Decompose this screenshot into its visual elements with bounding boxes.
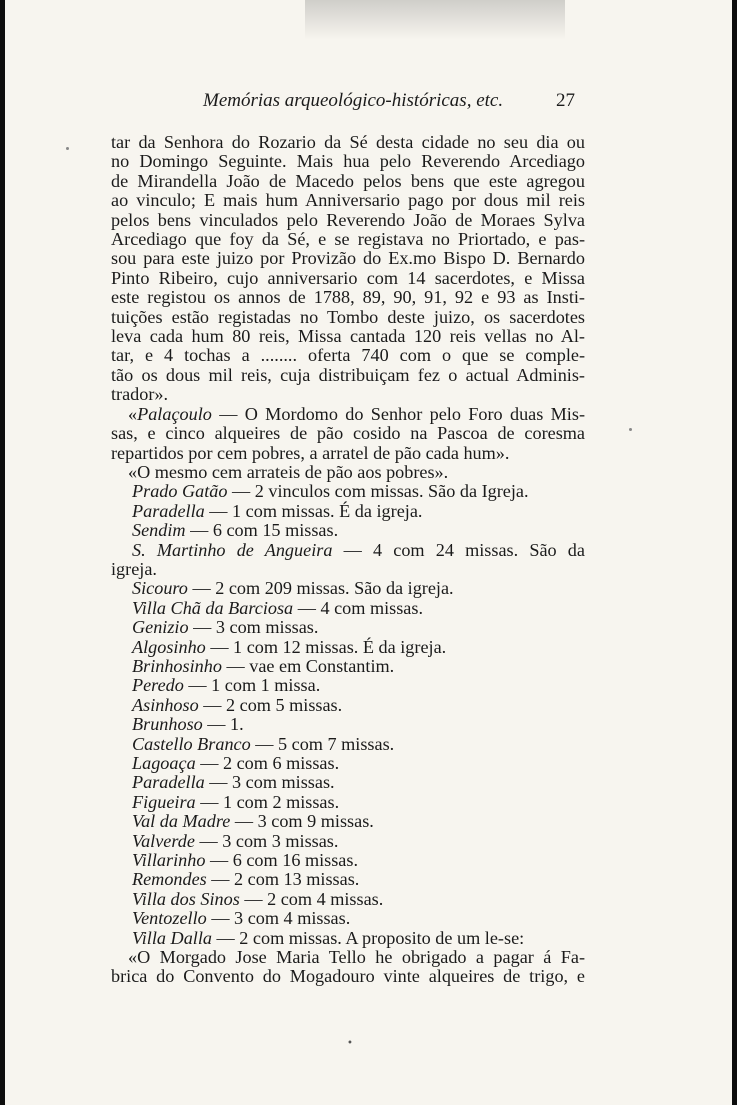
body-text (111, 133, 585, 987)
text-line: leva cada hum 80 reis, Missa cantada 120 reis vellas no Al- (111, 326, 585, 347)
entry-line: S. Martinho de Angueira — 4 com 24 missas. São da (132, 539, 585, 560)
entry-line: Villa dos Sinos — 2 com 4 missas. (132, 888, 384, 909)
text-line: trador». (111, 384, 169, 405)
entry-line: Villa Dalla — 2 com missas. A proposito de um le-se: (132, 927, 525, 948)
entry-line: igreja. (111, 558, 157, 579)
text-line: Arcediago que foy da Sé, e se registava no Priortado, e pas- (111, 229, 585, 250)
paper-speck (629, 428, 632, 431)
running-head (203, 90, 575, 112)
entry-line: Ventozello — 3 com 4 missas. (132, 908, 351, 929)
entry-line: Val da Madre — 3 com 9 missas. (132, 811, 374, 832)
text-line: «O mesmo cem arrateis de pão aos pobres». (128, 461, 449, 482)
running-head-title: Memórias arqueológico-históricas, etc. (203, 90, 504, 111)
text-line: «Palaçoulo — O Mordomo do Senhor pelo Foro duas Mis- (128, 403, 585, 424)
entry-line: Villarinho — 6 com 16 missas. (132, 850, 359, 871)
entry-line: Brunhoso — 1. (132, 714, 244, 735)
entry-line: Lagoaça — 2 com 6 missas. (132, 753, 340, 773)
entry-line: Asinhoso — 2 com 5 missas. (132, 694, 343, 715)
entry-line: Genizio — 3 com missas. (132, 617, 319, 638)
text-line: tar da Senhora do Rozario da Sé desta cidade no seu dia ou (111, 132, 585, 152)
entry-line: Peredo — 1 com 1 missa. (132, 675, 321, 696)
text-line: sas, e cinco alqueires de pão cosido na Pascoa de coresma (111, 423, 585, 444)
text-line: tar, e 4 tochas a ........ oferta 740 com o que se comple- (111, 345, 585, 366)
entry-line: Brinhosinho — vae em Constantim. (132, 655, 395, 676)
entry-line: Sicouro — 2 com 209 missas. São da igreja. (132, 578, 454, 599)
entry-line: Sendim — 6 com 15 missas. (132, 520, 339, 541)
text-line: ao vinculo; E mais hum Anniversario pago por dous mil reis (111, 190, 585, 211)
page-number: 27 (556, 90, 575, 111)
text-line: no Domingo Seguinte. Mais hua pelo Reverendo Arcediago (111, 151, 585, 172)
entry-line: Paradella — 3 com missas. (132, 772, 335, 793)
text-line: tuições estão registadas no Tombo deste juizo, os sacerdotes (111, 306, 585, 327)
text-line: tão os dous mil reis, cuja distribuiçam fez o actual Adminis- (111, 364, 585, 385)
text-line: sou para este juizo por Provizão do Ex.mo Bispo D. Bernardo (111, 248, 585, 269)
entry-line: Castello Branco — 5 com 7 missas. (132, 733, 395, 754)
entry-line: Villa Chã da Barciosa — 4 com missas. (132, 597, 423, 618)
entry-line: Paradella — 1 com missas. É da igreja. (132, 500, 423, 521)
entry-line: Remondes — 2 com 13 missas. (132, 869, 360, 890)
entry-line: Figueira — 1 com 2 missas. (132, 791, 340, 812)
text-line: repartidos por cem pobres, a arratel de pão cada hum». (111, 442, 510, 463)
text-line: de Mirandella João de Macedo pelos bens que este agregou (111, 170, 585, 191)
entry-line: Prado Gatão — 2 vinculos com missas. São da Igreja. (132, 481, 529, 502)
text-line: brica do Convento do Mogadouro vinte alqueires de trigo, e (111, 966, 585, 987)
footer-mark: • (347, 1038, 353, 1049)
text-line: pelos bens vinculados pelo Reverendo João de Moraes Sylva (111, 209, 585, 230)
text-line: «O Morgado Jose Maria Tello he obrigado a pagar á Fa- (128, 947, 585, 968)
text-line: Pinto Ribeiro, cujo anniversario com 14 sacerdotes, e Missa (111, 267, 585, 288)
paper-speck (66, 147, 69, 150)
entry-line: Valverde — 3 com 3 missas. (132, 830, 339, 851)
entry-line: Algosinho — 1 com 12 missas. É da igreja. (132, 636, 447, 657)
text-line: este registou os annos de 1788, 89, 90, 91, 92 e 93 as Insti- (111, 287, 585, 308)
